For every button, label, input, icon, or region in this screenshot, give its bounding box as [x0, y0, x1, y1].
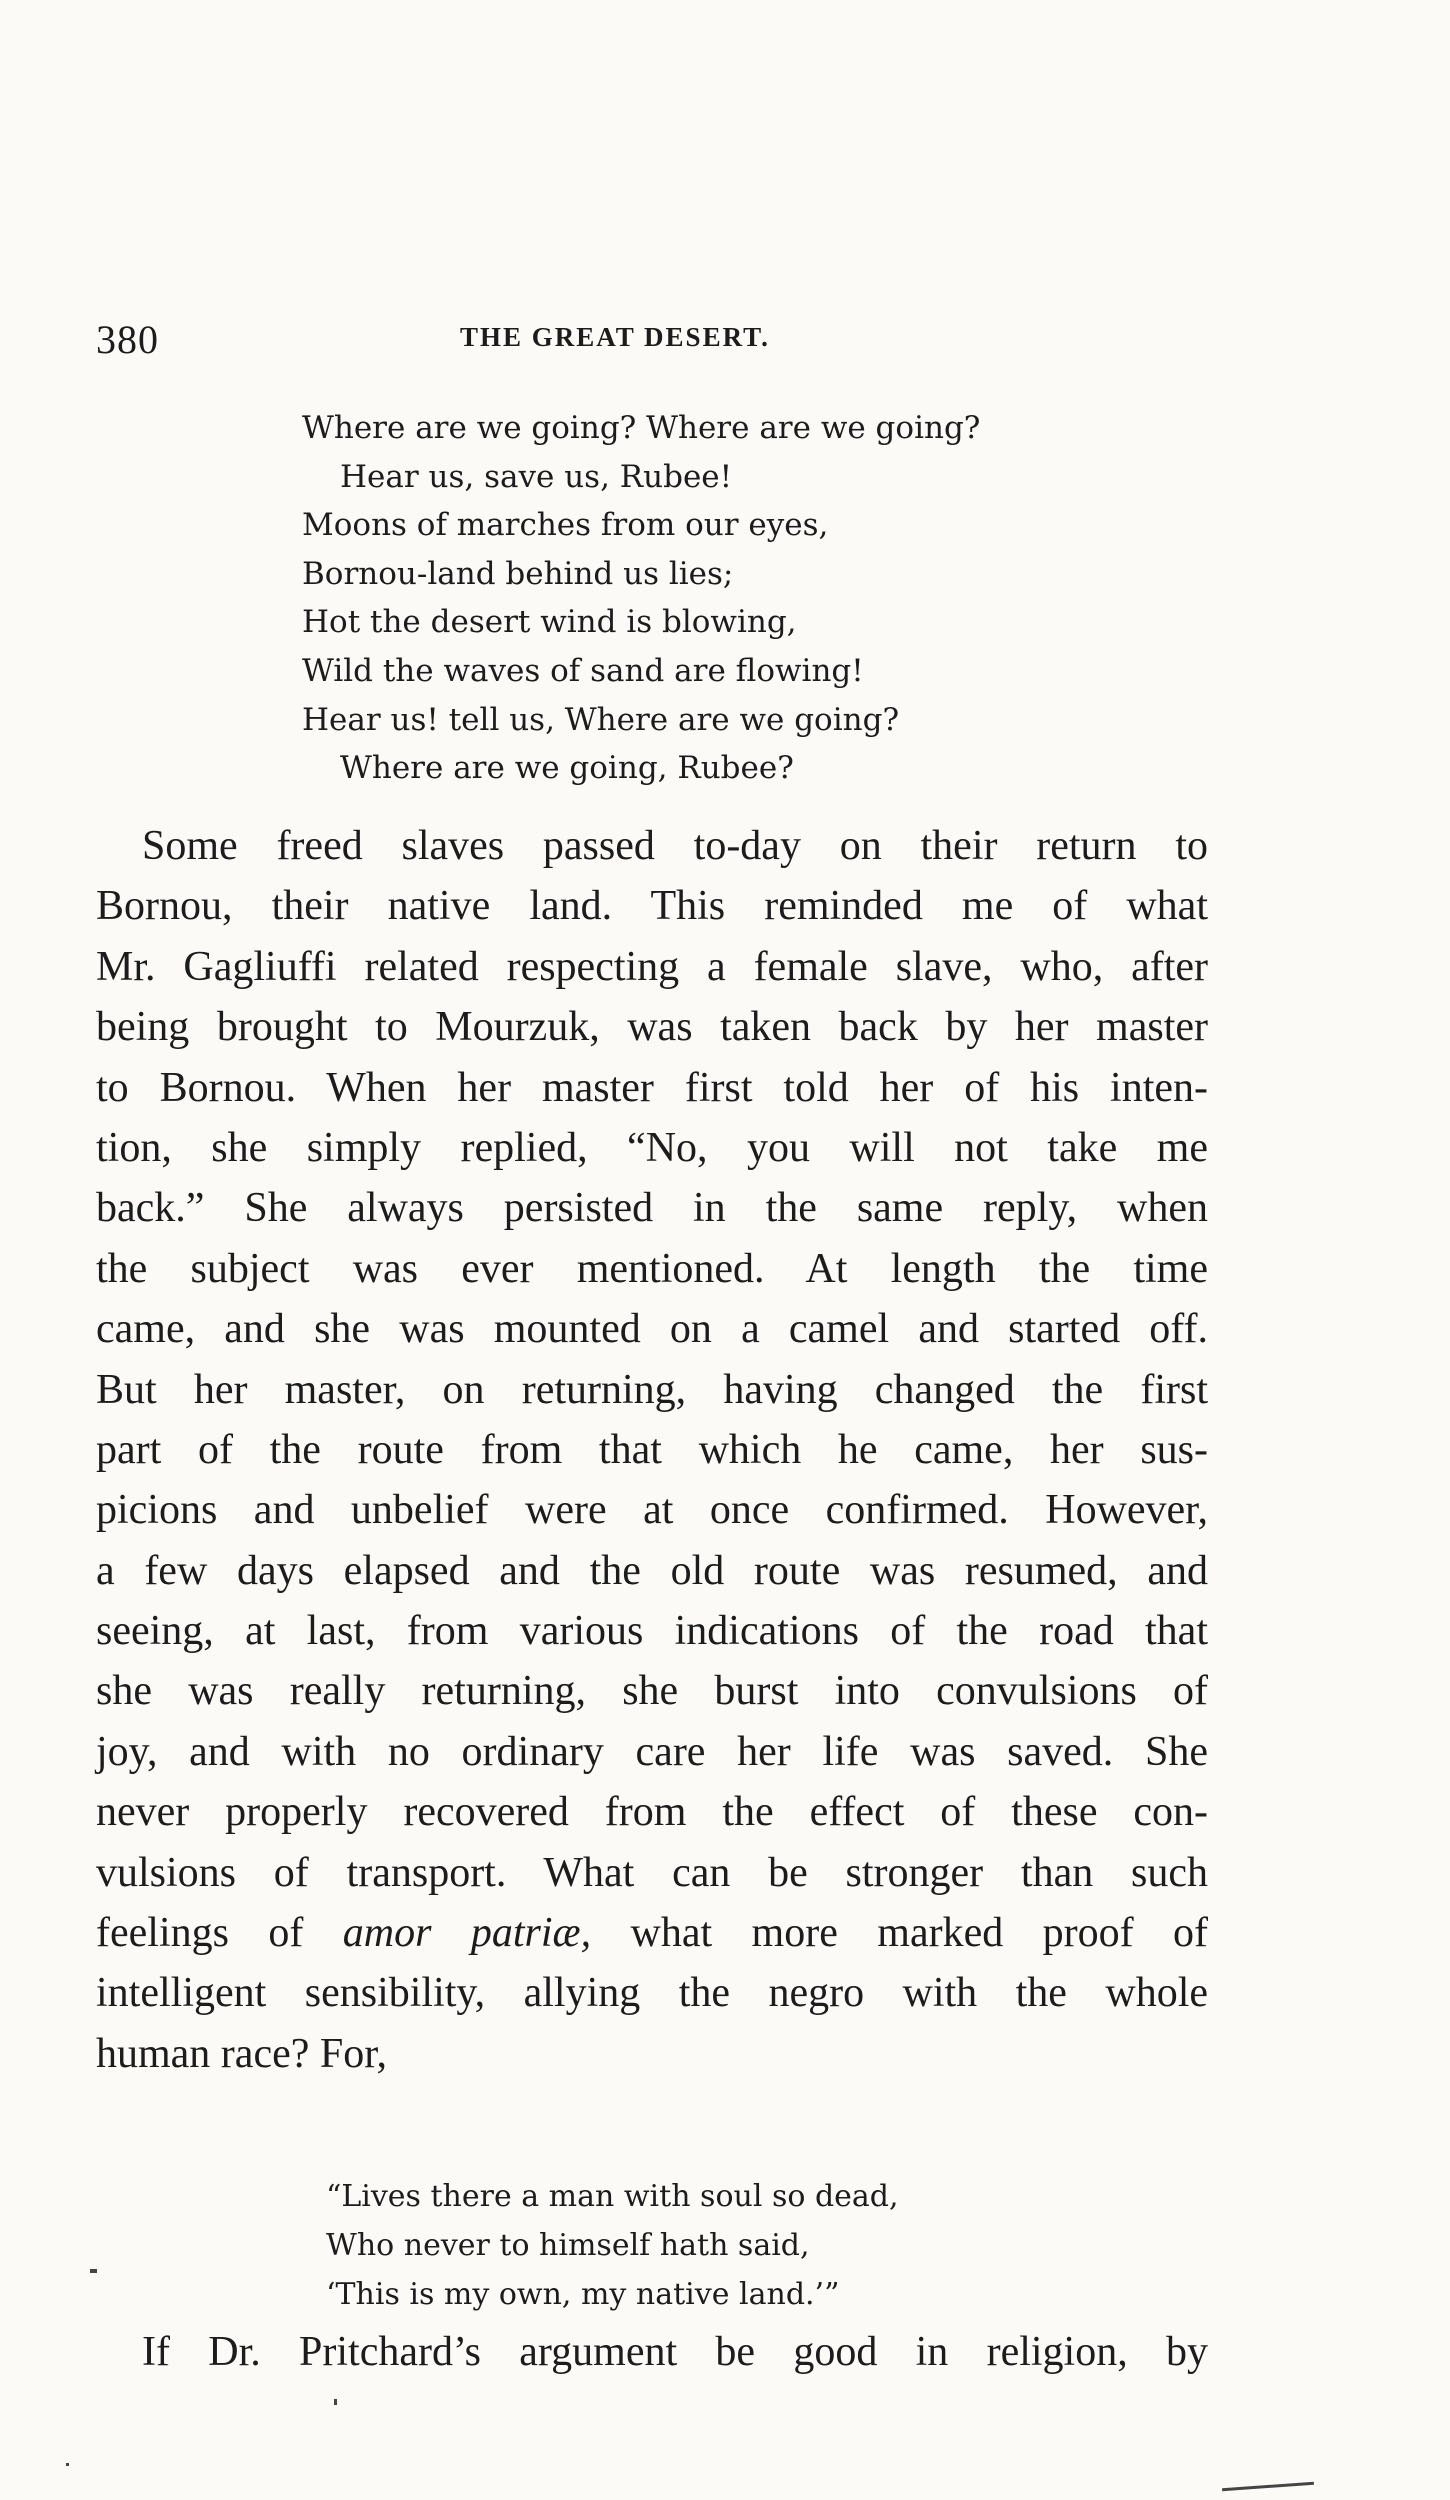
verse-line: Where are we going? Where are we going? [302, 410, 981, 446]
paragraph-line: But her master, on returning, having changed the first [96, 1366, 1208, 1413]
paragraph-line: to Bornou. When her master first told her of his inten- [96, 1064, 1208, 1111]
verse-line: Wild the waves of sand are flowing! [302, 652, 864, 689]
paragraph-line-feelings [96, 1903, 1208, 1963]
running-title: THE GREAT DESERT. [460, 322, 770, 352]
verse-line: Hear us! tell us, Where are we going? [302, 701, 900, 738]
verse-line: Moons of marches from our eyes, [302, 507, 829, 544]
ink-speck [1222, 2482, 1314, 2491]
ink-speck [334, 2399, 337, 2405]
ink-speck [90, 2269, 97, 2273]
paragraph-line: back.” She always persisted in the same reply, when [96, 1185, 1208, 1232]
paragraph-line: she was really returning, she burst into convulsions of [96, 1668, 1208, 1715]
paragraph-line: seeing, at last, from various indications of the road that [96, 1608, 1208, 1655]
paragraph-line: tion, she simply replied, “No, you will not take me [96, 1124, 1208, 1171]
paragraph-line: part of the route from that which he came, her sus- [96, 1426, 1208, 1473]
quote-line: ‘This is my own, my native land.’” [326, 2277, 840, 2312]
paragraph-line: being brought to Mourzuk, was taken back by her master [96, 1004, 1208, 1051]
paragraph-line: picions and unbelief were at once confirmed. However, [96, 1487, 1208, 1534]
paragraph-line: vulsions of transport. What can be stronger than such [96, 1849, 1208, 1896]
verse-line: Hot the desert wind is blowing, [302, 604, 797, 641]
paragraph-line: Bornou, their native land. This reminded me of what [96, 883, 1208, 930]
amor-patriae-italic: amor patriæ, [342, 1910, 592, 1957]
verse-line: Where are we going, Rubee? [340, 750, 794, 787]
feelings-suffix: what more marked proof of [630, 1910, 1208, 1957]
closing-line: If Dr. Pritchard’s argument be good in religion, by [142, 2329, 1208, 2375]
verse-line: Bornou-land behind us lies; [302, 555, 734, 592]
paragraph-line: came, and she was mounted on a camel and started off. [96, 1306, 1208, 1353]
paragraph-line: intelligent sensibility, allying the negro with the whole [96, 1970, 1208, 2017]
page-number: 380 [96, 317, 159, 362]
quote-line: Who never to himself hath said, [326, 2228, 810, 2263]
paragraph-line: Mr. Gagliuffi related respecting a female slave, who, after [96, 943, 1208, 990]
quote-line: “Lives there a man with soul so dead, [326, 2179, 899, 2214]
feelings-prefix: feelings of [96, 1910, 304, 1957]
paragraph-line: Some freed slaves passed to-day on their return to [142, 823, 1208, 869]
paragraph-line: the subject was ever mentioned. At length the time [96, 1245, 1208, 1292]
body-paragraph [96, 816, 1208, 2084]
paragraph-line: joy, and with no ordinary care her life was saved. She [96, 1728, 1208, 1775]
page-header [96, 316, 1206, 362]
verse-line: Hear us, save us, Rubee! [340, 458, 733, 495]
paragraph-line: human race? For, [96, 2030, 388, 2077]
paragraph-line: a few days elapsed and the old route was resumed, and [96, 1547, 1208, 1594]
paragraph-line: never properly recovered from the effect of these con- [96, 1789, 1208, 1836]
ink-speck [66, 2463, 69, 2466]
verse-stanza-one [302, 404, 980, 793]
verse-quotation [326, 2172, 899, 2319]
